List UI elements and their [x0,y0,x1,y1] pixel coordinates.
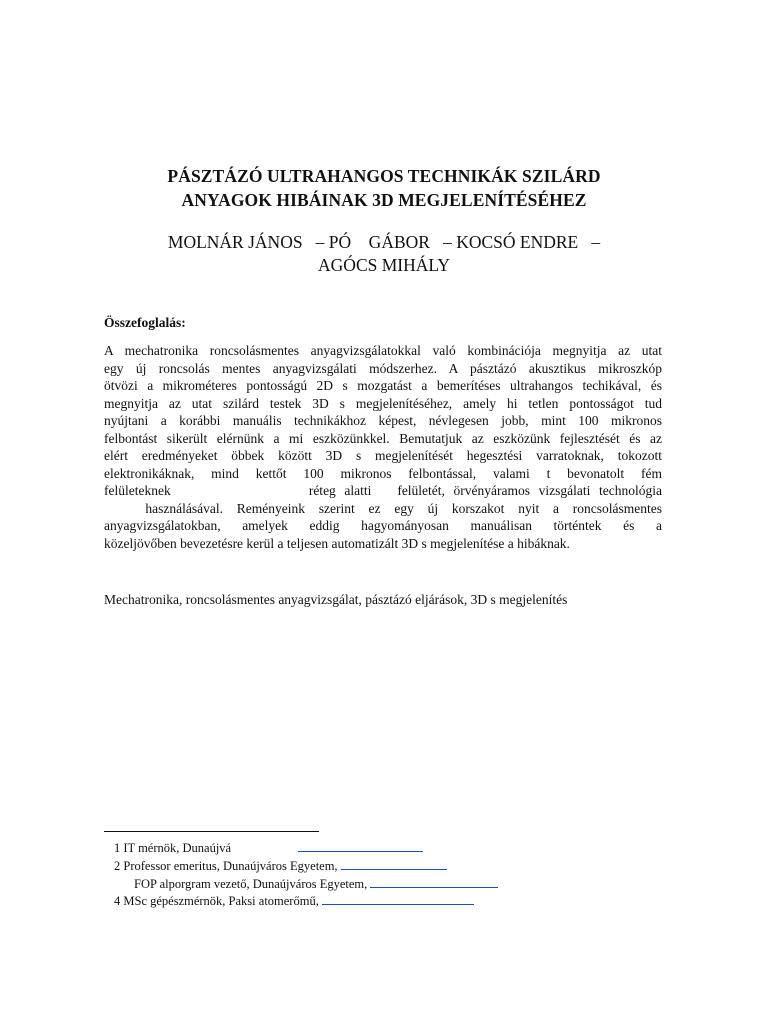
abstract-line: közeljövőben bevezetésre kerül a teljesen automatizált 3D s megjelenítése a hibáknak. [104,535,570,551]
footnote-2 [114,857,447,874]
abstract-line: A mechatronika roncsolásmentes anyagvizsgálatokkal való kombinációja megnyitja az utat [104,343,662,358]
authors-line-1: MOLNÁR JÁNOS – PÓ GÁBOR – KOCSÓ ENDRE – [167,232,601,252]
footnote-3 [134,875,498,892]
abstract-line: felbontást sikerült elérnünk a mi eszközünkkel. Bemutatjuk az eszközünk fejlesztését és az [104,430,662,446]
abstract-body [104,342,662,552]
footnote-4 [114,892,474,909]
footnote-4-email-link[interactable] [322,892,474,905]
authors-line-2: AGÓCS MIHÁLY [318,255,450,275]
keywords-line: Mechatronika, roncsolásmentes anyagvizsgálat, pásztázó eljárások, 3D s megjelenítés [104,592,568,607]
footnote-1 [114,839,423,856]
abstract-line: elektronikáknak, mind kettőt 100 mikronos felbontással, valami t bevonatolt fém [104,465,662,481]
abstract-line: nyújtani a korábbi manuális technikákhoz képest, névlegesen jobb, mint 100 mikronos [104,413,662,428]
footnote-3-email-link[interactable] [370,875,498,888]
abstract-line: felületeknek réteg alatti felületét, örvényáramos vizsgálati technológia [104,483,662,498]
abstract-line: elért eredményeket öbbek között 3D s megjelenítését hegesztési varratoknak, tokozott [104,448,662,463]
footnote-2-email-link[interactable] [341,857,447,870]
abstract-heading: Összefoglalás: [104,315,186,330]
abstract-line: anyagvizsgálatokban, amelyek eddig hagyományosan manuálisan történtek és a [104,518,662,533]
abstract-line: megnyitja az utat szilárd testek 3D s megjelenítéséhez, amely hi tetlen pontosságot tud [104,395,662,411]
footnote-4-text: 4 MSc gépészmérnök, Paksi atomerőmű, [114,894,322,908]
footnote-divider [104,831,319,832]
abstract-line: használásával. Reményeink szerint ez egy új korszakot nyit a roncsolásmentes [104,500,662,516]
footnote-1-text: 1 IT mérnök, Dunaújvá [114,841,232,855]
title-line-1: PÁSZTÁZÓ ULTRAHANGOS TECHNIKÁK SZILÁRD [167,166,601,186]
title-line-2: ANYAGOK HIBÁINAK 3D MEGJELENÍTÉSÉHEZ [181,190,587,210]
abstract-line: ötvözi a mikrométeres pontosságú 2D s mozgatást a bemerítéses ultrahangos techikával, és [104,378,662,393]
footnote-2-text: 2 Professor emeritus, Dunaújváros Egyetem, [114,859,341,873]
footnote-1-email-link[interactable] [298,839,423,852]
footnote-3-text: FOP alporgram vezető, Dunaújváros Egyetem, [134,877,371,891]
abstract-line: egy új roncsolás mentes anyagvizsgálati módszerhez. A pásztázó akusztikus mikroszkóp [104,360,662,376]
